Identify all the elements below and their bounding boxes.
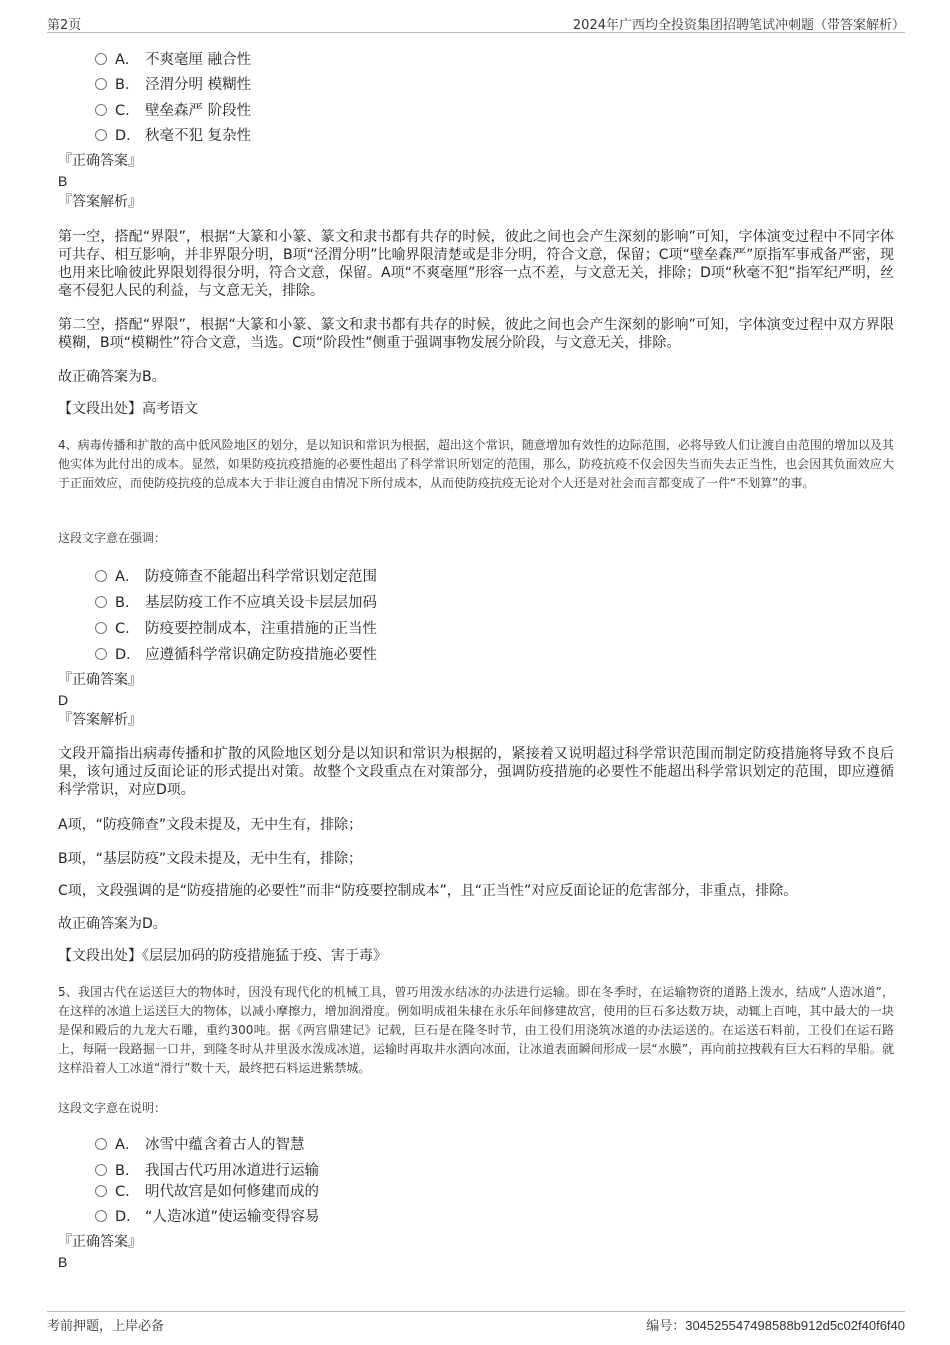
option-text: 泾渭分明 模糊性 <box>145 77 252 93</box>
radio-icon[interactable] <box>95 1185 107 1197</box>
q4-analysis-conclusion: 故正确答案为D。 <box>58 916 167 932</box>
document-title: 2024年广西均全投资集团招聘笔试冲刺题（带答案解析） <box>572 18 905 33</box>
radio-icon[interactable] <box>95 1210 107 1222</box>
q4-analysis-option-b: B项，“基层防疫”文段未提及，无中生有，排除； <box>58 851 363 867</box>
radio-icon[interactable] <box>95 53 107 65</box>
option-letter: B． <box>115 1163 140 1179</box>
option-text: 明代故宫是如何修建而成的 <box>145 1184 319 1200</box>
option-letter: D． <box>115 647 141 663</box>
code-label: 编号： <box>646 1319 686 1334</box>
radio-icon[interactable] <box>95 570 107 582</box>
q3-source: 【文段出处】高考语文 <box>58 401 198 417</box>
radio-icon[interactable] <box>95 596 107 608</box>
option-letter: C． <box>115 621 140 637</box>
option-text: 防疫筛查不能超出科学常识划定范围 <box>145 569 377 585</box>
option-letter: D． <box>115 128 141 144</box>
q3-analysis-conclusion: 故正确答案为B。 <box>58 369 166 385</box>
q4-answer: D <box>58 692 69 708</box>
q4-prompt: 这段文字意在强调： <box>58 531 167 545</box>
q3-analysis-paragraph-2: 第二空，搭配“界限”，根据“大篆和小篆、篆文和隶书都有共存的时候，彼此之间也会产生深刻的影响”可知，字体演变过程中双方界限模糊，B项“模糊性”符合文意，当选。C项“阶段性”侧重于强调事物发展分阶段，与文意无关，排除。 <box>58 317 894 351</box>
q4-analysis-paragraph-1: 文段开篇指出病毒传播和扩散的风险地区划分是以知识和常识为根据的，紧接着又说明超过科学常识范围而制定防疫措施将导致不良后果，该句通过反面论证的形式提出对策。故整个文段重点在对策部分，强调防疫措施的必要性不能超出科学常识划定的范围，即应遵循科学常识，对应D项。 <box>58 746 894 798</box>
q5-stem: 5、我国古代在运送巨大的物体时，因没有现代化的机械工具，曾巧用泼水结冰的办法进行运输。即在冬季时，在运输物资的道路上泼水，结成“人造冰道”，在这样的冰道上运送巨大的物体，以减小摩擦力，增加润滑度。例如明成祖朱棣在永乐年间修建故宫，使用的巨石多达数万块，动辄上百吨，其中最大的一块是保和殿后的九龙大石雕，重约300吨。据《两宫鼎建记》记载，巨石是在隆冬时节，由工役们用浇筑冰道的办法运送的。在运送石料前，工役们在运石路上，每隔一段路掘一口井，到隆冬时从井里汲水泼成冰道，运输时再取井水洒向冰面，让冰道表面瞬间形成一层“水膜”，再向前拉拽载有巨大石料的旱船。就这样沿着人工冰道“滑行”数十天，最终把石料运进紫禁城。 <box>58 985 894 1075</box>
q5-prompt: 这段文字意在说明： <box>58 1101 167 1115</box>
q4-analysis-option-a: A项，“防疫筛查”文段未提及，无中生有，排除； <box>58 817 363 833</box>
option-letter: D． <box>115 1209 141 1225</box>
radio-icon[interactable] <box>95 104 107 116</box>
radio-icon[interactable] <box>95 648 107 660</box>
q3-analysis-label: 『答案解析』 <box>58 194 142 210</box>
option-text: “人造冰道”使运输变得容易 <box>145 1209 320 1225</box>
option-letter: A． <box>115 569 140 585</box>
radio-icon[interactable] <box>95 129 107 141</box>
q4-stem: 4、病毒传播和扩散的高中低风险地区的划分，是以知识和常识为根据，超出这个常识，随意增加有效性的边际范围，必将导致人们让渡自由范围的增加以及其他实体为此付出的成本。显然，如果防疫抗疫措施的必要性超出了科学常识所划定的范围，那么，防疫抗疫不仅会因失当而失去正当性，也会因其负面效应大于正面效应，而使防疫抗疫的总成本大于非让渡自由情况下所付成本，从而使防疫抗疫无论对个人还是对社会而言都变成了一件“不划算”的事。 <box>58 438 894 490</box>
q3-answer-label: 『正确答案』 <box>58 153 142 169</box>
option-letter: B． <box>115 595 140 611</box>
page-footer <box>47 1311 905 1336</box>
q4-analysis-option-c: C项，文段强调的是“防疫措施的必要性”而非“防疫要控制成本”，且“正当性”对应反面论证的危害部分，非重点，排除。 <box>58 883 798 899</box>
option-text: 我国古代巧用冰道进行运输 <box>145 1163 319 1179</box>
option-text: 基层防疫工作不应填关设卡层层加码 <box>145 595 377 611</box>
document-code <box>646 1315 905 1334</box>
option-letter: B． <box>115 77 140 93</box>
option-text: 应遵循科学常识确定防疫措施必要性 <box>145 647 377 663</box>
option-text: 防疫要控制成本，注重措施的正当性 <box>145 621 377 637</box>
radio-icon[interactable] <box>95 1164 107 1176</box>
radio-icon[interactable] <box>95 78 107 90</box>
footer-slogan: 考前押题，上岸必备 <box>47 1319 165 1334</box>
q5-answer-label: 『正确答案』 <box>58 1234 142 1250</box>
q3-analysis-paragraph-1: 第一空，搭配“界限”，根据“大篆和小篆、篆文和隶书都有共存的时候，彼此之间也会产生深刻的影响”可知，字体演变过程中不同字体可共存、相互影响，并非界限分明，B项“泾渭分明”比喻界限清楚或是非分明，符合文意，保留；C项“壁垒森严”原指军事戒备严密，现也用来比喻彼此界限划得很分明，符合文意，保留。A项“不爽毫厘”形容一点不差，与文意无关，排除；D项“秋毫不犯”指军纪严明，丝毫不侵犯人民的利益，与文意无关，排除。 <box>58 229 894 299</box>
q4-answer-label: 『正确答案』 <box>58 672 142 688</box>
q4-source: 【文段出处】《层层加码的防疫措施猛于疫、害于毒》 <box>58 948 387 964</box>
q4-analysis-label: 『答案解析』 <box>58 712 142 728</box>
option-text: 秋毫不犯 复杂性 <box>145 128 252 144</box>
option-letter: A． <box>115 52 140 68</box>
option-letter: A． <box>115 1137 140 1153</box>
q5-answer: B <box>58 1254 68 1270</box>
page-header <box>47 10 905 33</box>
radio-icon[interactable] <box>95 1138 107 1150</box>
radio-icon[interactable] <box>95 622 107 634</box>
code-value: 304525547498588b912d5c02f40f6f40 <box>685 1318 905 1333</box>
option-text: 壁垒森严 阶段性 <box>145 103 252 119</box>
q3-answer: B <box>58 173 68 189</box>
option-letter: C． <box>115 103 140 119</box>
option-letter: C． <box>115 1184 140 1200</box>
option-text: 不爽毫厘 融合性 <box>145 52 252 68</box>
option-text: 冰雪中蕴含着古人的智慧 <box>145 1137 305 1153</box>
page-number: 第2页 <box>47 18 82 33</box>
